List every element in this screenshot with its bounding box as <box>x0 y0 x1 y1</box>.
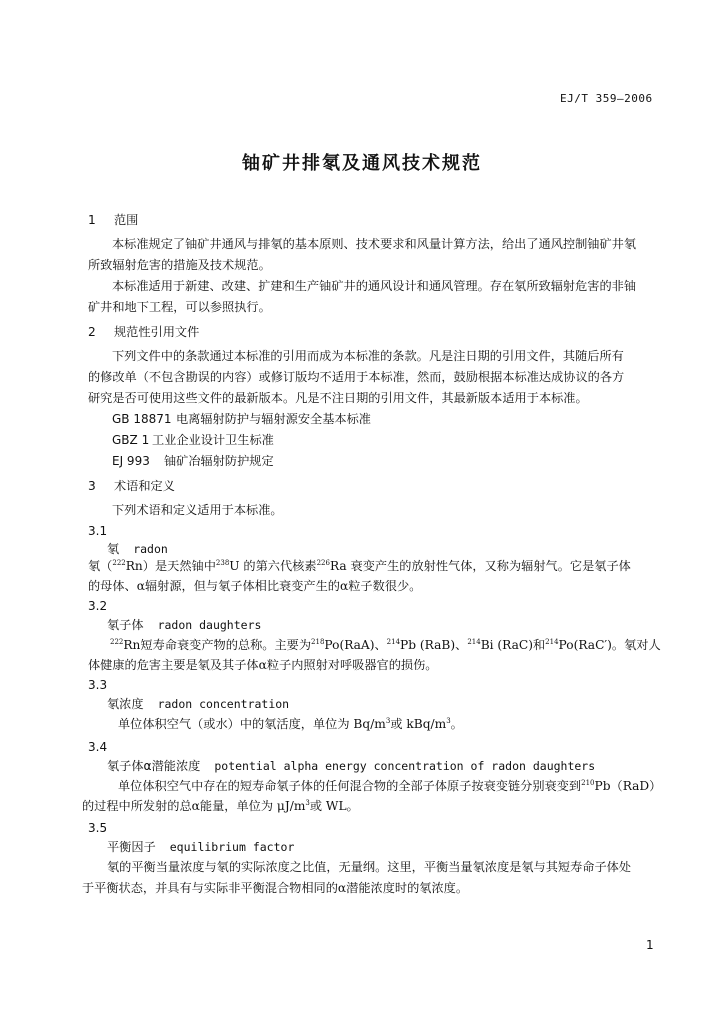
section-heading-1 <box>88 212 138 228</box>
term-zh: 氡 <box>107 542 120 556</box>
reference-code: GB 18871 <box>112 412 172 426</box>
section-title: 术语和定义 <box>114 479 175 493</box>
definition-line: 体健康的危害主要是氡及其子体α粒子内照射对呼吸器官的损伤。 <box>88 658 438 672</box>
paragraph-line: 的修改单（不包含勘误的内容）或修订版均不适用于本标准，然而，鼓励根据本标准达成协议的各方 <box>88 370 625 384</box>
term-zh: 氡子体 <box>107 618 144 632</box>
term-title <box>107 758 595 774</box>
paragraph-line: 所致辐射危害的措施及技术规范。 <box>88 258 271 272</box>
paragraph-line: 下列术语和定义适用于本标准。 <box>112 503 283 517</box>
paragraph-line: 本标准适用于新建、改建、扩建和生产铀矿井的通风设计和通风管理。存在氡所致辐射危害的非铀 <box>112 279 637 293</box>
reference-code: EJ 993 <box>112 454 150 468</box>
term-title <box>107 617 261 633</box>
page-title: 铀矿井排氡及通风技术规范 <box>242 153 482 174</box>
reference-title: 工业企业设计卫生标准 <box>152 433 274 447</box>
definition-line: 的过程中所发射的总α能量，单位为 $\mu J/m^3$或 WL。 <box>82 799 359 813</box>
term-number: 3.1 <box>88 524 108 538</box>
term-en: equilibrium factor <box>169 840 295 854</box>
reference-title: 电离辐射防护与辐射源安全基本标准 <box>176 412 371 426</box>
paragraph-line: 下列文件中的条款通过本标准的引用而成为本标准的条款。凡是注日期的引用文件，其随后所有 <box>112 349 624 363</box>
term-title <box>107 541 168 557</box>
reference-code: GBZ 1 <box>112 433 150 447</box>
term-en: radon <box>133 542 168 556</box>
reference-title: 铀矿冶辐射防护规定 <box>164 454 274 468</box>
definition-line: 单位体积空气中存在的短寿命氡子体的任何混合物的全部子体原子按衰变链分别衰变到$^{210}$Pb（RaD） <box>118 779 662 793</box>
section-title: 范围 <box>114 213 139 227</box>
term-en: potential alpha energy concentration of radon daughters <box>214 759 596 773</box>
definition-line: 单位体积空气（或水）中的氡活度，单位为 $Bq/m^3$或 kBq/$m^3$。 <box>118 717 463 731</box>
term-zh: 氡子体α潜能浓度 <box>107 759 201 773</box>
term-number: 3.5 <box>88 821 108 835</box>
section-heading-2 <box>88 324 199 340</box>
term-title <box>107 696 289 712</box>
term-number: 3.3 <box>88 678 108 692</box>
reference-item <box>112 411 371 427</box>
definition-line: 于平衡状态，并具有与实际非平衡混合物相同的α潜能浓度时的氡浓度。 <box>82 881 469 895</box>
definition-line: 的母体、α辐射源，但与氡子体相比衰变产生的α粒子数很少。 <box>88 579 422 593</box>
section-number: 2 <box>88 325 96 339</box>
document-number: EJ/T 359—2006 <box>560 92 653 105</box>
section-number: 3 <box>88 479 96 493</box>
reference-item <box>112 453 274 469</box>
definition-line: $^{222}$Rn短寿命衰变产物的总称。主要为$^{218}$Po(RaA)、$^{214}$Pb (RaB)、$^{214}$Bi (RaC)和$^{214}$Po(RaC′)。氡对人 <box>110 638 661 652</box>
section-number: 1 <box>88 213 96 227</box>
reference-item <box>112 432 274 448</box>
paragraph-line: 矿井和地下工程，可以参照执行。 <box>88 300 271 314</box>
paragraph-line: 本标准规定了铀矿井通风与排氡的基本原则、技术要求和风量计算方法，给出了通风控制铀矿井氡 <box>112 237 637 251</box>
definition-line: 氡的平衡当量浓度与氡的实际浓度之比值，无量纲。这里，平衡当量氡浓度是氡与其短寿命子体处 <box>107 860 632 874</box>
term-zh: 平衡因子 <box>107 840 156 854</box>
paragraph-line: 研究是否可使用这些文件的最新版本。凡是不注日期的引用文件，其最新版本适用于本标准。 <box>88 391 588 405</box>
definition-line: 氡（$^{222}$Rn）是天然铀中$^{238}$U 的第六代核素$^{226}$Ra 衰变产生的放射性气体，又称为辐射气。它是氡子体 <box>88 559 631 573</box>
page-number: 1 <box>646 938 654 952</box>
term-title <box>107 839 294 855</box>
term-zh: 氡浓度 <box>107 697 144 711</box>
term-number: 3.4 <box>88 740 108 754</box>
term-number: 3.2 <box>88 599 108 613</box>
term-en: radon daughters <box>157 618 262 632</box>
section-title: 规范性引用文件 <box>114 325 200 339</box>
term-en: radon concentration <box>157 697 290 711</box>
section-heading-3 <box>88 478 175 494</box>
